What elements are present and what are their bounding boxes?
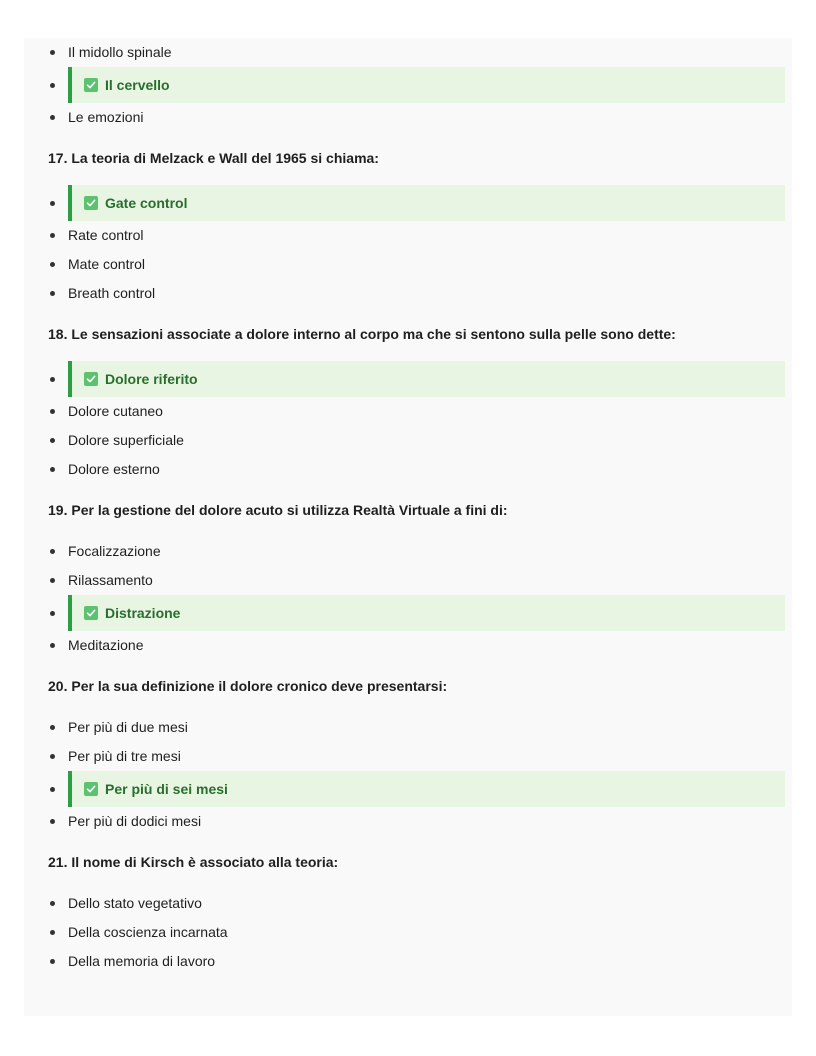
option-label: Dello stato vegetativo xyxy=(68,895,202,911)
options-list xyxy=(48,537,785,660)
bullet-icon xyxy=(50,959,55,964)
bullet-icon xyxy=(50,549,55,554)
answer-option xyxy=(48,279,785,308)
correct-answer-option xyxy=(48,771,785,807)
bullet-icon xyxy=(50,930,55,935)
bullet-icon xyxy=(50,643,55,648)
option-label: Rate control xyxy=(68,227,144,243)
bullet-icon xyxy=(50,233,55,238)
options-list xyxy=(48,361,785,484)
option-label: Per più di tre mesi xyxy=(68,748,181,764)
question-block xyxy=(48,38,785,132)
bullet-icon xyxy=(50,787,55,792)
question-block xyxy=(48,854,785,976)
options-list xyxy=(48,889,785,976)
correct-answer-highlight xyxy=(68,361,785,397)
option-label: Il cervello xyxy=(105,76,170,93)
options-list xyxy=(48,38,785,132)
option-label: Mate control xyxy=(68,256,146,272)
correct-answer-highlight xyxy=(68,67,785,103)
question-text: 20. Per la sua definizione il dolore cronico deve presentarsi: xyxy=(48,678,448,694)
answer-option xyxy=(48,397,785,426)
bullet-icon xyxy=(50,611,55,616)
question-block xyxy=(48,502,785,660)
option-label: Dolore superficiale xyxy=(68,432,184,448)
options-list xyxy=(48,185,785,308)
correct-answer-option xyxy=(48,595,785,631)
bullet-icon xyxy=(50,725,55,730)
answer-option xyxy=(48,947,785,976)
bullet-icon xyxy=(50,901,55,906)
option-label: Meditazione xyxy=(68,637,144,653)
option-label: Dolore riferito xyxy=(105,370,198,387)
answer-option xyxy=(48,918,785,947)
correct-answer-option xyxy=(48,67,785,103)
options-list xyxy=(48,713,785,836)
option-label: Il midollo spinale xyxy=(68,44,172,60)
option-label: Breath control xyxy=(68,285,156,301)
option-label: Rilassamento xyxy=(68,572,153,588)
checkbox-check-icon xyxy=(84,78,98,92)
question-text: 21. Il nome di Kirsch è associato alla teoria: xyxy=(48,854,339,870)
bullet-icon xyxy=(50,409,55,414)
bullet-icon xyxy=(50,438,55,443)
option-label: Distrazione xyxy=(105,604,181,621)
question-block xyxy=(48,678,785,836)
correct-answer-highlight xyxy=(68,771,785,807)
question-text: 19. Per la gestione del dolore acuto si utilizza Realtà Virtuale a fini di: xyxy=(48,502,508,518)
answer-option xyxy=(48,426,785,455)
option-label: Dolore esterno xyxy=(68,461,160,477)
bullet-icon xyxy=(50,83,55,88)
bullet-icon xyxy=(50,754,55,759)
answer-option xyxy=(48,889,785,918)
checkbox-check-icon xyxy=(84,196,98,210)
answer-option xyxy=(48,713,785,742)
option-label: Focalizzazione xyxy=(68,543,161,559)
correct-answer-option xyxy=(48,185,785,221)
answer-option xyxy=(48,103,785,132)
option-label: Per più di sei mesi xyxy=(105,780,228,797)
option-label: Gate control xyxy=(105,194,188,211)
quiz-content xyxy=(48,38,785,976)
bullet-icon xyxy=(50,291,55,296)
bullet-icon xyxy=(50,467,55,472)
bullet-icon xyxy=(50,262,55,267)
answer-option xyxy=(48,38,785,67)
answer-option xyxy=(48,742,785,771)
option-label: Le emozioni xyxy=(68,109,144,125)
answer-option xyxy=(48,807,785,836)
option-label: Della memoria di lavoro xyxy=(68,953,216,969)
option-label: Per più di due mesi xyxy=(68,719,188,735)
option-label: Per più di dodici mesi xyxy=(68,813,202,829)
bullet-icon xyxy=(50,819,55,824)
option-label: Dolore cutaneo xyxy=(68,403,163,419)
bullet-icon xyxy=(50,115,55,120)
correct-answer-highlight xyxy=(68,595,785,631)
checkbox-check-icon xyxy=(84,372,98,386)
question-text: 17. La teoria di Melzack e Wall del 1965 si chiama: xyxy=(48,150,379,166)
bullet-icon xyxy=(50,50,55,55)
answer-option xyxy=(48,221,785,250)
correct-answer-option xyxy=(48,361,785,397)
correct-answer-highlight xyxy=(68,185,785,221)
answer-option xyxy=(48,631,785,660)
answer-option xyxy=(48,537,785,566)
bullet-icon xyxy=(50,201,55,206)
question-block xyxy=(48,326,785,484)
answer-option xyxy=(48,455,785,484)
option-label: Della coscienza incarnata xyxy=(68,924,228,940)
answer-option xyxy=(48,566,785,595)
checkbox-check-icon xyxy=(84,606,98,620)
question-block xyxy=(48,150,785,308)
bullet-icon xyxy=(50,578,55,583)
answer-option xyxy=(48,250,785,279)
bullet-icon xyxy=(50,377,55,382)
checkbox-check-icon xyxy=(84,782,98,796)
question-text: 18. Le sensazioni associate a dolore interno al corpo ma che si sentono sulla pelle sono dette: xyxy=(48,326,676,342)
